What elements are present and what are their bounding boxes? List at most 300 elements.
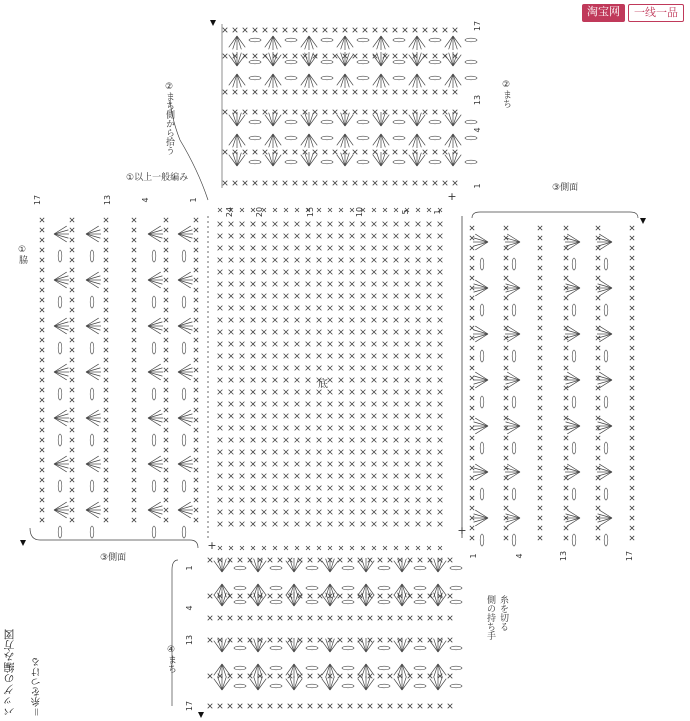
- grid-stitch: [394, 486, 399, 491]
- fan-stitch: [409, 74, 417, 85]
- panel-stitch: [630, 386, 634, 390]
- chain-stitch: [321, 60, 333, 64]
- fan-stitch: [54, 464, 67, 472]
- panel-stitch: [104, 408, 108, 412]
- fan-stitch: [402, 679, 410, 690]
- fan-stitch: [506, 380, 520, 384]
- chain-stitch: [465, 136, 477, 140]
- grid-stitch: [229, 414, 234, 419]
- panel-stitch: [470, 236, 474, 240]
- grid-stitch: [416, 318, 421, 323]
- panel-stitch: [132, 298, 136, 302]
- grid-stitch: [372, 270, 377, 275]
- grid-stitch: [218, 330, 223, 335]
- fan-stitch: [54, 464, 68, 468]
- fan-stitch: [599, 380, 612, 388]
- bottom-row-number: 13: [185, 634, 194, 646]
- grid-stitch: [416, 282, 421, 287]
- top-row-number: 13: [473, 94, 482, 106]
- panel-stitch: [368, 704, 373, 709]
- fan-stitch: [265, 155, 273, 166]
- grid-stitch: [361, 246, 366, 251]
- fan-stitch: [233, 153, 237, 166]
- fan-stitch: [345, 134, 349, 147]
- grid-stitch: [339, 462, 344, 467]
- fan-stitch: [178, 318, 191, 326]
- legend-note: ＝糸をつける: [32, 657, 43, 717]
- grid-stitch: [394, 498, 399, 503]
- grid-stitch: [229, 222, 234, 227]
- fan-stitch: [273, 74, 277, 87]
- grid-stitch: [317, 294, 322, 299]
- fan-stitch: [434, 559, 438, 572]
- grid-stitch: [339, 270, 344, 275]
- panel-stitch: [328, 616, 333, 621]
- fan-stitch: [254, 593, 258, 606]
- chain-stitch: [465, 60, 477, 64]
- grid-stitch: [394, 510, 399, 515]
- brand-right: 一线一品: [628, 4, 684, 22]
- fan-stitch: [237, 115, 245, 126]
- fan-stitch: [178, 280, 191, 288]
- fan-stitch: [86, 326, 99, 334]
- grid-stitch: [284, 222, 289, 227]
- panel-stitch: [348, 558, 353, 563]
- fan-stitch: [402, 664, 410, 675]
- panel-stitch: [596, 436, 600, 440]
- fan-stitch: [417, 55, 425, 66]
- fan-stitch: [453, 134, 461, 145]
- grid-stitch: [394, 402, 399, 407]
- fan-stitch: [222, 639, 226, 652]
- fan-stitch: [54, 460, 68, 464]
- grid-stitch: [438, 474, 443, 479]
- grid-stitch: [229, 306, 234, 311]
- grid-stitch: [405, 294, 410, 299]
- panel-stitch: [403, 181, 408, 186]
- grid-stitch: [328, 354, 333, 359]
- fan-stitch: [394, 679, 402, 690]
- fan-stitch: [445, 115, 453, 126]
- grid-stitch: [372, 402, 377, 407]
- panel-stitch: [104, 448, 108, 452]
- fan-stitch: [86, 368, 100, 372]
- fan-stitch: [148, 326, 161, 334]
- fan-stitch: [273, 36, 277, 49]
- panel-stitch: [268, 558, 273, 563]
- panel-stitch: [383, 28, 388, 33]
- panel-stitch: [263, 90, 268, 95]
- panel-stitch: [403, 28, 408, 33]
- grid-stitch: [251, 294, 256, 299]
- panel-stitch: [538, 486, 542, 490]
- fan-stitch: [286, 641, 294, 652]
- grid-stitch: [273, 234, 278, 239]
- fan-stitch: [475, 372, 488, 380]
- panel-stitch: [448, 674, 453, 679]
- fan-stitch: [337, 36, 345, 47]
- panel-stitch: [70, 468, 74, 472]
- chain-stitch: [378, 646, 390, 650]
- fan-stitch: [54, 234, 67, 242]
- fan-stitch: [337, 134, 345, 145]
- fan-stitch: [148, 226, 161, 234]
- fan-stitch: [373, 74, 381, 85]
- grid-stitch: [328, 270, 333, 275]
- grid-stitch: [262, 510, 267, 515]
- grid-stitch: [317, 366, 322, 371]
- grid-stitch: [328, 390, 333, 395]
- chain-stitch: [465, 38, 477, 42]
- grid-stitch: [284, 318, 289, 323]
- chain-stitch: [429, 76, 441, 80]
- grid-stitch: [416, 474, 421, 479]
- fan-stitch: [373, 155, 381, 166]
- grid-stitch: [361, 462, 366, 467]
- fan-stitch: [178, 506, 192, 510]
- panel-stitch: [388, 674, 393, 679]
- panel-stitch: [293, 28, 298, 33]
- chain-stitch: [306, 646, 318, 650]
- fan-stitch: [373, 36, 381, 47]
- bottom-right-note: 糸を切る 側の持ち手: [485, 595, 508, 640]
- panel-stitch: [132, 338, 136, 342]
- fan-stitch: [599, 426, 612, 434]
- diagram-title: バッグの編み方図: [3, 629, 16, 717]
- edge-stitch: [295, 208, 299, 212]
- panel-stitch: [70, 348, 74, 352]
- fan-stitch: [434, 677, 438, 690]
- grid-stitch: [240, 414, 245, 419]
- fan-stitch: [54, 280, 67, 288]
- panel-stitch: [428, 704, 433, 709]
- panel-stitch: [470, 386, 474, 390]
- panel-stitch: [596, 266, 600, 270]
- panel-stitch: [353, 110, 358, 115]
- panel-stitch: [104, 298, 108, 302]
- grid-stitch: [251, 438, 256, 443]
- panel-stitch: [104, 348, 108, 352]
- panel-stitch: [470, 426, 474, 430]
- panel-stitch: [194, 218, 198, 222]
- panel-stitch: [470, 396, 474, 400]
- panel-stitch: [223, 54, 228, 59]
- fan-stitch: [507, 326, 520, 334]
- fan-stitch: [341, 36, 345, 49]
- grid-stitch: [416, 378, 421, 383]
- chain-stitch: [234, 586, 246, 590]
- fan-stitch: [222, 679, 230, 690]
- grid-stitch: [273, 474, 278, 479]
- grid-stitch: [317, 414, 322, 419]
- panel-stitch: [238, 616, 243, 621]
- grid-stitch: [339, 486, 344, 491]
- panel-stitch: [564, 346, 568, 350]
- panel-stitch: [403, 54, 408, 59]
- grid-stitch: [383, 366, 388, 371]
- grid-stitch: [427, 486, 432, 491]
- panel-stitch: [293, 110, 298, 115]
- grid-stitch: [339, 474, 344, 479]
- grid-stitch: [438, 426, 443, 431]
- grid-stitch: [438, 342, 443, 347]
- grid-stitch: [339, 354, 344, 359]
- fan-stitch: [381, 134, 385, 147]
- panel-stitch: [596, 456, 600, 460]
- fan-stitch: [54, 372, 68, 376]
- grid-stitch: [229, 450, 234, 455]
- fan-stitch: [222, 664, 226, 677]
- panel-stitch: [40, 498, 44, 502]
- fan-stitch: [273, 134, 277, 147]
- grid-stitch: [361, 222, 366, 227]
- fan-stitch: [237, 36, 241, 49]
- fan-stitch: [273, 113, 277, 126]
- chain-stitch: [414, 666, 426, 670]
- panel-stitch: [504, 526, 508, 530]
- panel-stitch: [194, 498, 198, 502]
- panel-stitch: [538, 416, 542, 420]
- grid-column-number: 15: [306, 206, 315, 218]
- fan-stitch: [599, 334, 612, 342]
- grid-stitch: [218, 234, 223, 239]
- fan-stitch: [474, 242, 488, 246]
- panel-stitch: [132, 418, 136, 422]
- chain-stitch: [393, 136, 405, 140]
- panel-stitch: [40, 248, 44, 252]
- panel-stitch: [433, 54, 438, 59]
- chain-stitch: [270, 566, 282, 570]
- chain-stitch: [270, 586, 282, 590]
- grid-stitch: [262, 234, 267, 239]
- fan-stitch: [254, 664, 258, 677]
- panel-stitch: [194, 398, 198, 402]
- grid-stitch: [317, 438, 322, 443]
- fan-stitch: [507, 288, 520, 296]
- panel-stitch: [164, 368, 168, 372]
- grid-stitch: [240, 450, 245, 455]
- panel-stitch: [538, 526, 542, 530]
- grid-stitch: [339, 414, 344, 419]
- fan-stitch: [430, 561, 438, 572]
- fan-stitch: [86, 418, 100, 422]
- grid-stitch: [350, 294, 355, 299]
- grid-stitch: [284, 354, 289, 359]
- panel-stitch: [164, 338, 168, 342]
- fan-stitch: [178, 418, 191, 426]
- panel-stitch: [428, 558, 433, 563]
- panel-stitch: [630, 416, 634, 420]
- grid-stitch: [361, 522, 366, 527]
- panel-stitch: [393, 54, 398, 59]
- grid-stitch: [405, 366, 410, 371]
- fan-stitch: [286, 664, 294, 675]
- chain-stitch: [342, 586, 354, 590]
- grid-stitch: [427, 474, 432, 479]
- grid-stitch: [273, 378, 278, 383]
- panel-stitch: [283, 150, 288, 155]
- panel-stitch: [268, 674, 273, 679]
- panel-stitch: [223, 28, 228, 33]
- panel-stitch: [596, 396, 600, 400]
- panel-stitch: [132, 328, 136, 332]
- panel-stitch: [132, 468, 136, 472]
- edge-stitch: [383, 208, 387, 212]
- chain-stitch: [450, 666, 462, 670]
- panel-stitch: [164, 318, 168, 322]
- panel-stitch: [194, 238, 198, 242]
- grid-stitch: [284, 402, 289, 407]
- grid-stitch: [295, 294, 300, 299]
- edge-stitch: [405, 546, 409, 550]
- panel-stitch: [423, 28, 428, 33]
- panel-stitch: [70, 328, 74, 332]
- grid-stitch: [350, 318, 355, 323]
- fan-stitch: [366, 641, 374, 652]
- panel-stitch: [164, 458, 168, 462]
- fan-stitch: [178, 464, 192, 468]
- grid-stitch: [273, 222, 278, 227]
- grid-stitch: [372, 366, 377, 371]
- chain-stitch: [342, 684, 354, 688]
- fan-stitch: [222, 664, 230, 675]
- panel-stitch: [443, 150, 448, 155]
- grid-stitch: [383, 462, 388, 467]
- fan-stitch: [599, 234, 612, 242]
- panel-stitch: [243, 110, 248, 115]
- panel-stitch: [132, 248, 136, 252]
- grid-stitch: [317, 258, 322, 263]
- grid-stitch: [317, 222, 322, 227]
- grid-stitch: [229, 474, 234, 479]
- fan-stitch: [445, 134, 453, 145]
- grid-column-number: 1: [433, 209, 442, 215]
- panel-stitch: [433, 90, 438, 95]
- panel-stitch: [564, 266, 568, 270]
- grid-stitch: [251, 474, 256, 479]
- grid-column-number: 5: [401, 209, 410, 215]
- panel-stitch: [448, 704, 453, 709]
- grid-stitch: [372, 498, 377, 503]
- grid-stitch: [438, 282, 443, 287]
- fan-stitch: [449, 134, 453, 147]
- grid-stitch: [361, 498, 366, 503]
- panel-stitch: [293, 54, 298, 59]
- grid-stitch: [284, 330, 289, 335]
- panel-stitch: [40, 218, 44, 222]
- panel-stitch: [238, 638, 243, 643]
- panel-stitch: [164, 298, 168, 302]
- grid-stitch: [350, 366, 355, 371]
- panel-stitch: [448, 558, 453, 563]
- grid-stitch: [218, 294, 223, 299]
- grid-stitch: [240, 306, 245, 311]
- panel-stitch: [368, 616, 373, 621]
- panel-stitch: [538, 306, 542, 310]
- panel-stitch: [164, 358, 168, 362]
- grid-stitch: [295, 414, 300, 419]
- panel-stitch: [132, 318, 136, 322]
- panel-stitch: [538, 326, 542, 330]
- chain-stitch: [572, 534, 576, 546]
- fan-stitch: [381, 153, 385, 166]
- fan-stitch: [326, 677, 330, 690]
- grid-stitch: [317, 486, 322, 491]
- panel-stitch: [538, 386, 542, 390]
- panel-stitch: [164, 478, 168, 482]
- fan-stitch: [507, 518, 520, 526]
- panel-stitch: [323, 54, 328, 59]
- grid-stitch: [328, 450, 333, 455]
- panel-stitch: [70, 478, 74, 482]
- fan-stitch: [475, 234, 488, 242]
- fan-stitch: [294, 593, 298, 606]
- fan-stitch: [474, 288, 488, 292]
- grid-stitch: [427, 414, 432, 419]
- panel-stitch: [630, 516, 634, 520]
- panel-stitch: [164, 488, 168, 492]
- fan-stitch: [237, 113, 241, 126]
- panel-stitch: [228, 638, 233, 643]
- panel-stitch: [358, 616, 363, 621]
- panel-stitch: [132, 238, 136, 242]
- fan-stitch: [599, 510, 612, 518]
- fan-stitch: [337, 155, 345, 166]
- grid-stitch: [317, 318, 322, 323]
- grid-stitch: [427, 378, 432, 383]
- panel-stitch: [538, 476, 542, 480]
- grid-stitch: [339, 246, 344, 251]
- panel-stitch: [104, 378, 108, 382]
- panel-stitch: [333, 28, 338, 33]
- panel-stitch: [630, 346, 634, 350]
- edge-stitch: [240, 546, 244, 550]
- grid-stitch: [240, 270, 245, 275]
- panel-stitch: [564, 306, 568, 310]
- grid-stitch: [394, 438, 399, 443]
- grid-stitch: [339, 222, 344, 227]
- panel-stitch: [596, 256, 600, 260]
- fan-stitch: [598, 422, 612, 426]
- grid-stitch: [295, 474, 300, 479]
- fan-stitch: [309, 74, 313, 87]
- panel-stitch: [164, 308, 168, 312]
- grid-stitch: [262, 342, 267, 347]
- grid-stitch: [427, 330, 432, 335]
- fan-stitch: [475, 288, 488, 296]
- chain-stitch: [378, 586, 390, 590]
- fan-stitch: [290, 559, 294, 572]
- grid-stitch: [240, 462, 245, 467]
- grid-stitch: [295, 330, 300, 335]
- grid-stitch: [416, 246, 421, 251]
- chain-stitch: [234, 684, 246, 688]
- panel-stitch: [423, 150, 428, 155]
- fan-stitch: [54, 510, 68, 514]
- grid-stitch: [218, 354, 223, 359]
- fan-stitch: [148, 464, 162, 468]
- grid-stitch: [383, 342, 388, 347]
- grid-stitch: [240, 258, 245, 263]
- chain-stitch: [285, 60, 297, 64]
- panel-stitch: [223, 150, 228, 155]
- panel-stitch: [318, 638, 323, 643]
- panel-stitch: [630, 246, 634, 250]
- grid-stitch: [284, 486, 289, 491]
- fan-stitch: [474, 422, 488, 426]
- grid-stitch: [405, 402, 410, 407]
- panel-stitch: [233, 181, 238, 186]
